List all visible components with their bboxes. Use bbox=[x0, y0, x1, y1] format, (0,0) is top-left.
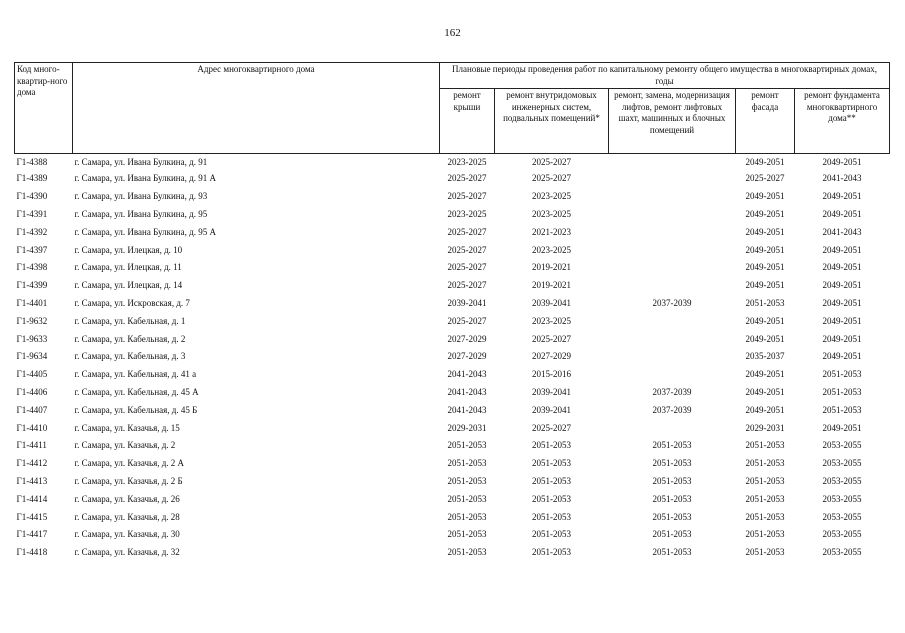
table-row bbox=[15, 206, 890, 224]
cell-address: г. Самара, ул. Илецкая, д. 10 bbox=[74, 244, 183, 255]
cell-foundation: 2049-2051 bbox=[822, 333, 862, 344]
cell-address: г. Самара, ул. Ивана Булкина, д. 95 bbox=[74, 208, 208, 219]
cell-facade: 2049-2051 bbox=[745, 315, 785, 326]
cell-address: г. Самара, ул. Кабельная, д. 1 bbox=[74, 315, 186, 326]
cell-lifts bbox=[609, 206, 736, 224]
cell-facade: 2049-2051 bbox=[745, 280, 785, 291]
cell-systems: 2039-2041 bbox=[532, 386, 571, 397]
cell-foundation: 2053-2055 bbox=[822, 440, 862, 451]
cell-lifts: 2037-2039 bbox=[652, 404, 692, 415]
cell-systems: 2051-2053 bbox=[532, 493, 571, 504]
cell-facade: 2025-2027 bbox=[745, 173, 785, 184]
cell-roof: 2025-2027 bbox=[447, 315, 487, 326]
cell-systems: 2051-2053 bbox=[532, 529, 571, 540]
cell-facade: 2029-2031 bbox=[745, 422, 785, 433]
cell-roof: 2051-2053 bbox=[447, 547, 487, 558]
cell-systems: 2025-2027 bbox=[532, 333, 571, 344]
header-code: Код много-квартир-ного дома bbox=[15, 63, 73, 154]
cell-lifts bbox=[609, 188, 736, 206]
cell-roof: 2041-2043 bbox=[447, 404, 487, 415]
cell-lifts bbox=[609, 223, 736, 241]
cell-lifts bbox=[609, 170, 736, 188]
table-row bbox=[15, 366, 890, 384]
cell-facade: 2049-2051 bbox=[745, 262, 785, 273]
cell-address: г. Самара, ул. Ивана Булкина, д. 95 А bbox=[74, 226, 216, 237]
cell-foundation: 2049-2051 bbox=[822, 297, 862, 308]
table-row bbox=[15, 526, 890, 544]
cell-systems: 2039-2041 bbox=[532, 404, 571, 415]
cell-foundation: 2049-2051 bbox=[822, 351, 862, 362]
cell-foundation: 2051-2053 bbox=[822, 404, 862, 415]
table-row bbox=[15, 490, 890, 508]
cell-code: Г1-4410 bbox=[16, 422, 48, 433]
cell-systems: 2025-2027 bbox=[532, 156, 571, 167]
cell-lifts bbox=[609, 259, 736, 277]
cell-foundation: 2053-2055 bbox=[822, 511, 862, 522]
cell-facade: 2035-2037 bbox=[745, 351, 785, 362]
cell-code: Г1-4414 bbox=[16, 493, 48, 504]
cell-code: Г1-4411 bbox=[16, 440, 47, 451]
cell-address: г. Самара, ул. Казачья, д. 2 Б bbox=[74, 475, 183, 486]
table-row bbox=[15, 170, 890, 188]
cell-systems: 2023-2025 bbox=[532, 315, 571, 326]
cell-roof: 2025-2027 bbox=[447, 244, 487, 255]
cell-code: Г1-4391 bbox=[16, 208, 48, 219]
capital-repair-table bbox=[14, 62, 890, 562]
cell-code: Г1-4413 bbox=[16, 475, 48, 486]
cell-code: Г1-4390 bbox=[16, 191, 48, 202]
header-systems: ремонт внутридомовых инженерных систем, подвальных помещений* bbox=[495, 89, 609, 154]
cell-roof: 2025-2027 bbox=[447, 262, 487, 273]
cell-lifts: 2037-2039 bbox=[652, 386, 692, 397]
cell-code: Г1-4417 bbox=[16, 529, 48, 540]
header-roof: ремонт крыши bbox=[440, 89, 495, 154]
cell-roof: 2041-2043 bbox=[447, 369, 487, 380]
cell-systems: 2051-2053 bbox=[532, 458, 571, 469]
table-row bbox=[15, 508, 890, 526]
cell-lifts: 2051-2053 bbox=[652, 458, 692, 469]
cell-lifts bbox=[609, 419, 736, 437]
cell-address: г. Самара, ул. Казачья, д. 2 А bbox=[74, 458, 185, 469]
cell-lifts bbox=[609, 241, 736, 259]
cell-lifts bbox=[609, 277, 736, 295]
cell-roof: 2051-2053 bbox=[447, 511, 487, 522]
cell-systems: 2019-2021 bbox=[532, 280, 571, 291]
table-row bbox=[15, 455, 890, 473]
header-foundation: ремонт фундамента многоквартирного дома** bbox=[795, 89, 890, 154]
cell-systems: 2051-2053 bbox=[532, 440, 571, 451]
table-row bbox=[15, 544, 890, 562]
cell-roof: 2023-2025 bbox=[447, 156, 487, 167]
cell-foundation: 2051-2053 bbox=[822, 369, 862, 380]
cell-foundation: 2049-2051 bbox=[822, 280, 862, 291]
cell-address: г. Самара, ул. Илецкая, д. 11 bbox=[74, 262, 182, 273]
cell-facade: 2051-2053 bbox=[745, 511, 785, 522]
cell-facade: 2049-2051 bbox=[745, 156, 785, 167]
header-facade: ремонт фасада bbox=[736, 89, 795, 154]
cell-facade: 2051-2053 bbox=[745, 493, 785, 504]
cell-lifts: 2051-2053 bbox=[652, 475, 692, 486]
cell-roof: 2029-2031 bbox=[447, 422, 487, 433]
cell-roof: 2025-2027 bbox=[447, 280, 487, 291]
cell-facade: 2051-2053 bbox=[745, 529, 785, 540]
cell-address: г. Самара, ул. Казачья, д. 15 bbox=[74, 422, 180, 433]
table-row bbox=[15, 401, 890, 419]
cell-address: г. Самара, ул. Кабельная, д. 45 А bbox=[74, 386, 199, 397]
cell-systems: 2021-2023 bbox=[532, 226, 571, 237]
cell-foundation: 2053-2055 bbox=[822, 475, 862, 486]
table-row bbox=[15, 223, 890, 241]
cell-roof: 2051-2053 bbox=[447, 529, 487, 540]
cell-foundation: 2049-2051 bbox=[822, 208, 862, 219]
cell-address: г. Самара, ул. Кабельная, д. 45 Б bbox=[74, 404, 198, 415]
cell-foundation: 2053-2055 bbox=[822, 458, 862, 469]
cell-systems: 2027-2029 bbox=[532, 351, 571, 362]
table-row bbox=[15, 188, 890, 206]
cell-facade: 2049-2051 bbox=[745, 369, 785, 380]
cell-code: Г1-4401 bbox=[16, 297, 48, 308]
cell-foundation: 2053-2055 bbox=[822, 547, 862, 558]
cell-code: Г1-4388 bbox=[16, 156, 48, 167]
table-row bbox=[15, 384, 890, 402]
cell-roof: 2051-2053 bbox=[447, 440, 487, 451]
cell-facade: 2049-2051 bbox=[745, 191, 785, 202]
cell-foundation: 2049-2051 bbox=[822, 315, 862, 326]
cell-address: г. Самара, ул. Кабельная, д. 3 bbox=[74, 351, 186, 362]
cell-facade: 2051-2053 bbox=[745, 475, 785, 486]
cell-foundation: 2049-2051 bbox=[822, 191, 862, 202]
table-row bbox=[15, 312, 890, 330]
cell-foundation: 2049-2051 bbox=[822, 422, 862, 433]
cell-address: г. Самара, ул. Кабельная, д. 41 а bbox=[74, 369, 197, 380]
cell-address: г. Самара, ул. Кабельная, д. 2 bbox=[74, 333, 186, 344]
cell-code: Г1-4407 bbox=[16, 404, 48, 415]
cell-address: г. Самара, ул. Илецкая, д. 14 bbox=[74, 280, 183, 291]
table-row bbox=[15, 241, 890, 259]
table-row bbox=[15, 154, 890, 171]
cell-foundation: 2049-2051 bbox=[822, 156, 862, 167]
cell-lifts: 2051-2053 bbox=[652, 493, 692, 504]
cell-address: г. Самара, ул. Казачья, д. 26 bbox=[74, 493, 180, 504]
cell-roof: 2051-2053 bbox=[447, 493, 487, 504]
cell-facade: 2051-2053 bbox=[745, 297, 785, 308]
table-row bbox=[15, 295, 890, 313]
cell-roof: 2051-2053 bbox=[447, 458, 487, 469]
cell-facade: 2049-2051 bbox=[745, 333, 785, 344]
cell-code: Г1-9633 bbox=[16, 333, 48, 344]
cell-code: Г1-4392 bbox=[16, 226, 48, 237]
cell-foundation: 2053-2055 bbox=[822, 493, 862, 504]
cell-systems: 2039-2041 bbox=[532, 297, 571, 308]
cell-facade: 2051-2053 bbox=[745, 547, 785, 558]
cell-address: г. Самара, ул. Искровская, д. 7 bbox=[74, 297, 190, 308]
cell-facade: 2049-2051 bbox=[745, 386, 785, 397]
cell-lifts bbox=[609, 312, 736, 330]
cell-roof: 2023-2025 bbox=[447, 208, 487, 219]
header-address: Адрес многоквартирного дома bbox=[73, 63, 440, 154]
table-row bbox=[15, 348, 890, 366]
cell-code: Г1-9632 bbox=[16, 315, 48, 326]
cell-facade: 2049-2051 bbox=[745, 208, 785, 219]
cell-code: Г1-9634 bbox=[16, 351, 48, 362]
cell-facade: 2049-2051 bbox=[745, 244, 785, 255]
cell-address: г. Самара, ул. Казачья, д. 28 bbox=[74, 511, 180, 522]
cell-code: Г1-4399 bbox=[16, 280, 48, 291]
cell-systems: 2015-2016 bbox=[532, 369, 571, 380]
cell-code: Г1-4406 bbox=[16, 386, 48, 397]
cell-foundation: 2051-2053 bbox=[822, 386, 862, 397]
cell-foundation: 2049-2051 bbox=[822, 244, 862, 255]
cell-lifts: 2051-2053 bbox=[652, 547, 692, 558]
cell-systems: 2023-2025 bbox=[532, 244, 571, 255]
table-row bbox=[15, 473, 890, 491]
cell-roof: 2027-2029 bbox=[447, 351, 487, 362]
cell-systems: 2025-2027 bbox=[532, 422, 571, 433]
cell-lifts bbox=[609, 330, 736, 348]
cell-address: г. Самара, ул. Казачья, д. 32 bbox=[74, 547, 180, 558]
cell-address: г. Самара, ул. Ивана Булкина, д. 91 bbox=[74, 156, 208, 167]
table-header bbox=[15, 63, 890, 154]
cell-facade: 2051-2053 bbox=[745, 440, 785, 451]
header-row-top bbox=[15, 63, 890, 89]
cell-roof: 2051-2053 bbox=[447, 475, 487, 486]
cell-roof: 2039-2041 bbox=[447, 297, 487, 308]
cell-lifts bbox=[609, 348, 736, 366]
cell-address: г. Самара, ул. Ивана Булкина, д. 93 bbox=[74, 191, 208, 202]
cell-lifts bbox=[609, 366, 736, 384]
cell-lifts: 2051-2053 bbox=[652, 440, 692, 451]
cell-roof: 2025-2027 bbox=[447, 226, 487, 237]
cell-foundation: 2053-2055 bbox=[822, 529, 862, 540]
table-body bbox=[15, 154, 890, 562]
cell-lifts: 2051-2053 bbox=[652, 529, 692, 540]
table-row bbox=[15, 437, 890, 455]
table-row bbox=[15, 277, 890, 295]
cell-systems: 2019-2021 bbox=[532, 262, 571, 273]
cell-code: Г1-4405 bbox=[16, 369, 48, 380]
cell-lifts bbox=[609, 154, 736, 171]
cell-code: Г1-4389 bbox=[16, 173, 48, 184]
table-row bbox=[15, 259, 890, 277]
cell-lifts: 2037-2039 bbox=[652, 297, 692, 308]
cell-systems: 2025-2027 bbox=[532, 173, 571, 184]
cell-address: г. Самара, ул. Казачья, д. 2 bbox=[74, 440, 176, 451]
cell-code: Г1-4412 bbox=[16, 458, 48, 469]
page-number: 162 bbox=[444, 27, 461, 39]
cell-address: г. Самара, ул. Казачья, д. 30 bbox=[74, 529, 180, 540]
cell-roof: 2025-2027 bbox=[447, 173, 487, 184]
cell-foundation: 2041-2043 bbox=[822, 173, 862, 184]
cell-facade: 2049-2051 bbox=[745, 226, 785, 237]
cell-systems: 2051-2053 bbox=[532, 511, 571, 522]
table-row bbox=[15, 330, 890, 348]
cell-roof: 2025-2027 bbox=[447, 191, 487, 202]
header-lifts: ремонт, замена, модернизация лифтов, ремонт лифтовых шахт, машинных и блочных помещений bbox=[609, 89, 736, 154]
cell-code: Г1-4397 bbox=[16, 244, 48, 255]
cell-roof: 2027-2029 bbox=[447, 333, 487, 344]
header-periods: Плановые периоды проведения работ по капитальному ремонту общего имущества в многоквартирных домах, годы bbox=[440, 63, 890, 89]
cell-foundation: 2049-2051 bbox=[822, 262, 862, 273]
cell-systems: 2023-2025 bbox=[532, 191, 571, 202]
cell-systems: 2051-2053 bbox=[532, 547, 571, 558]
cell-lifts: 2051-2053 bbox=[652, 511, 692, 522]
cell-roof: 2041-2043 bbox=[447, 386, 487, 397]
cell-foundation: 2041-2043 bbox=[822, 226, 862, 237]
cell-facade: 2051-2053 bbox=[745, 458, 785, 469]
cell-code: Г1-4398 bbox=[16, 262, 48, 273]
cell-address: г. Самара, ул. Ивана Булкина, д. 91 А bbox=[74, 173, 216, 184]
cell-code: Г1-4418 bbox=[16, 547, 48, 558]
cell-code: Г1-4415 bbox=[16, 511, 48, 522]
table-row bbox=[15, 419, 890, 437]
cell-systems: 2051-2053 bbox=[532, 475, 571, 486]
cell-systems: 2023-2025 bbox=[532, 208, 571, 219]
cell-facade: 2049-2051 bbox=[745, 404, 785, 415]
